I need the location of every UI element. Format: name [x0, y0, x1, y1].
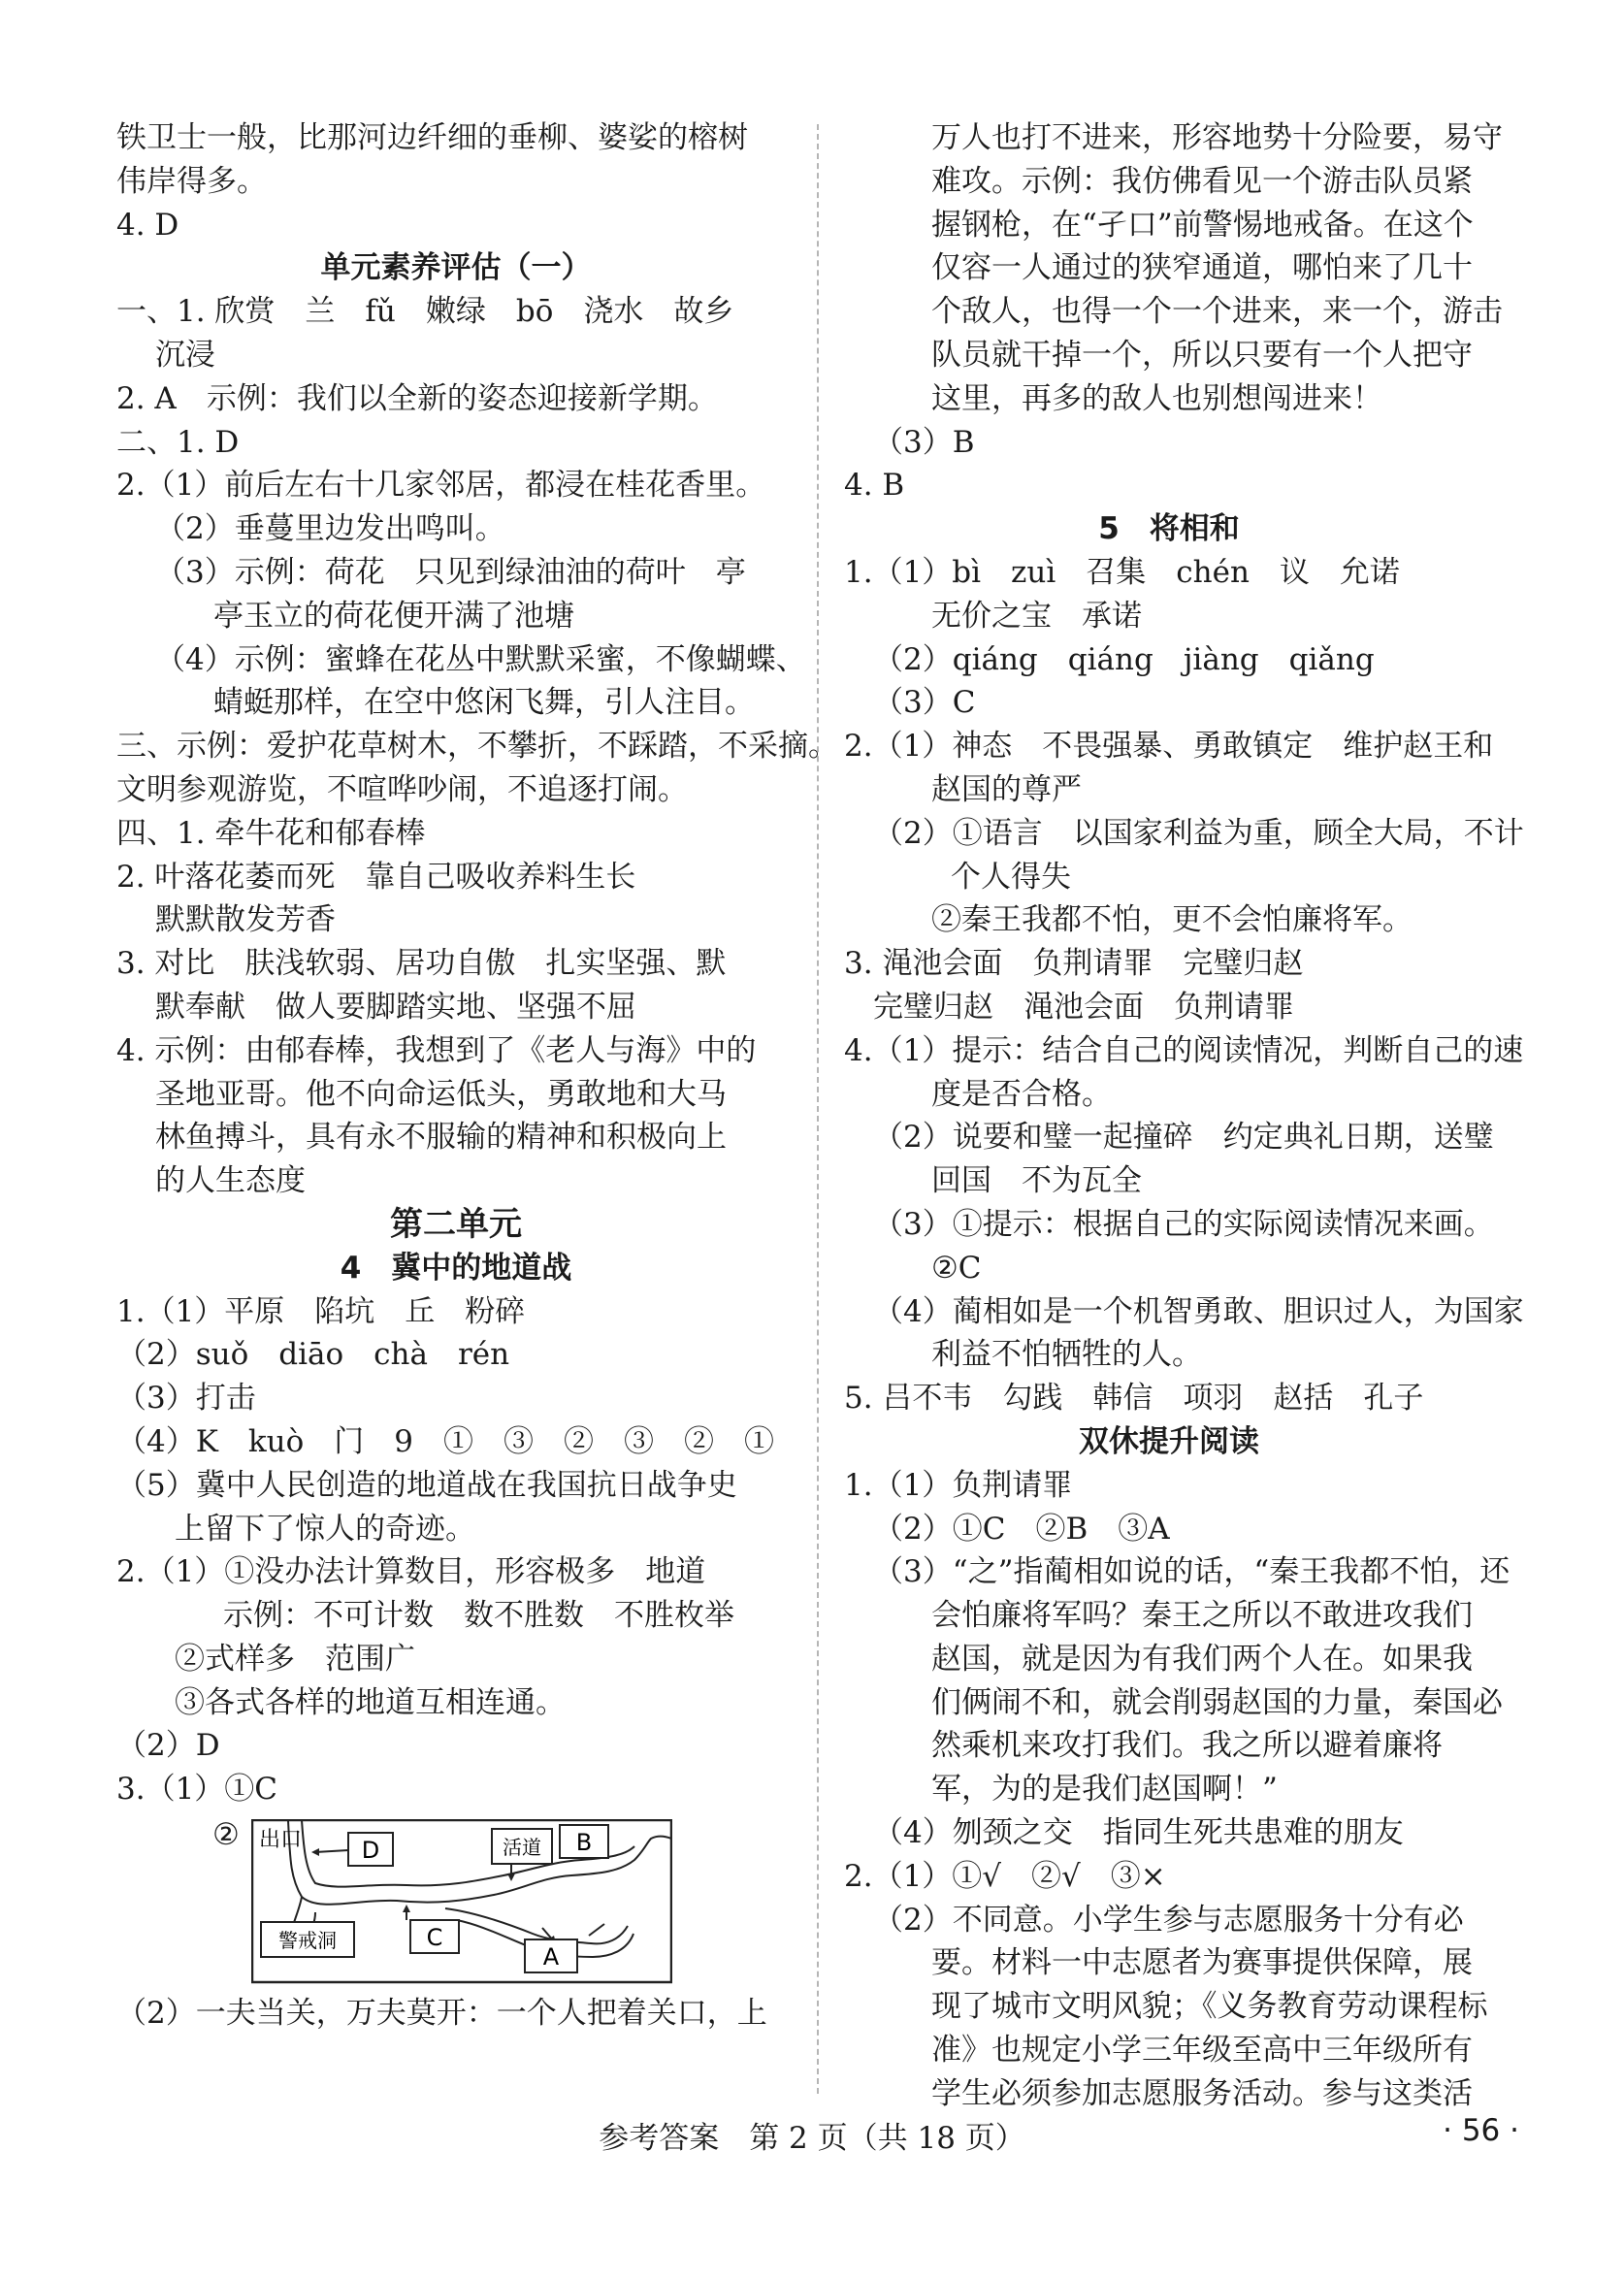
answer-line: 回国 不为瓦全: [931, 1163, 1142, 1199]
answer-line: 文明参观游览，不喧哗吵闹，不追逐打闹。: [116, 771, 688, 807]
answer-line: 准》也规定小学三年级至高中三年级所有: [931, 2033, 1473, 2069]
answer-line: ②C: [931, 1250, 982, 1286]
answer-line: 们俩闹不和，就会削弱赵国的力量，秦国必: [931, 1684, 1503, 1720]
answer-line: （2）D: [116, 1728, 220, 1764]
answer-line: （3）“之”指蔺相如说的话，“秦王我都不怕，还: [873, 1554, 1510, 1590]
answer-line: 2. 叶落花萎而死 靠自己吸收养料生长: [116, 859, 636, 895]
section-title: 第二单元: [390, 1204, 522, 1244]
answer-line: 2. A 示例：我们以全新的姿态迎接新学期。: [116, 380, 718, 416]
answer-line: （4）刎颈之交 指同生死共患难的朋友: [873, 1815, 1404, 1851]
answer-line: 圣地亚哥。他不向命运低头，勇敢地和大马: [155, 1076, 727, 1112]
section-title: 双休提升阅读: [1079, 1423, 1259, 1459]
answer-line: 赵国的尊严: [931, 771, 1082, 807]
answer-line: 一、1. 欣赏 兰 fǔ 嫩绿 bō 浇水 故乡: [116, 294, 734, 330]
answer-line: 无价之宝 承诺: [931, 598, 1142, 634]
answer-line: ③各式各样的地道互相连通。: [175, 1684, 566, 1720]
answer-line: （4）蔺相如是一个机智勇敢、胆识过人，为国家: [873, 1293, 1524, 1329]
column-divider: [817, 124, 819, 2094]
answer-line: （3）B: [873, 424, 975, 460]
answer-line: （2）①语言 以国家利益为重，顾全大局，不计: [873, 815, 1524, 851]
answer-line: 示例：不可计数 数不胜数 不胜枚举: [223, 1598, 734, 1634]
label-exit: 出口: [259, 1828, 303, 1853]
answer-line: 1.（1）负荆请罪: [844, 1467, 1073, 1503]
answer-line: 现了城市文明风貌；《义务教育劳动课程标: [931, 1989, 1488, 2025]
answer-line: 四、1. 牵牛花和郁春棒: [116, 815, 426, 851]
answer-line: 2.（1）神态 不畏强暴、勇敢镇定 维护赵王和: [844, 729, 1494, 765]
answer-line: 蜻蜓那样，在空中悠闲飞舞，引人注目。: [213, 685, 755, 721]
answer-line: 要。材料一中志愿者为赛事提供保障，展: [931, 1945, 1473, 1981]
answer-line: 3. 渑池会面 负荆请罪 完璧归赵: [844, 946, 1304, 982]
answer-line: ②秦王我都不怕，更不会怕廉将军。: [931, 902, 1413, 938]
answer-line: 默默散发芳香: [155, 902, 336, 938]
answer-line: （3）C: [873, 685, 976, 721]
answer-line: （4）示例：蜜蜂在花丛中默默采蜜，不像蝴蝶、: [155, 641, 806, 677]
answer-line: 学生必须参加志愿服务活动。参与这类活: [931, 2075, 1473, 2111]
label-warn: 警戒洞: [278, 1929, 337, 1953]
answer-line: 默奉献 做人要脚踏实地、坚强不屈: [155, 989, 636, 1025]
answer-line: 3.（1）①C: [116, 1772, 278, 1808]
answer-line: 伟岸得多。: [116, 163, 267, 199]
answer-line: 1.（1）平原 陷坑 丘 粉碎: [116, 1293, 526, 1329]
left-column: [116, 116, 838, 2036]
answer-line: （3）示例：荷花 只见到绿油油的荷叶 亭: [155, 554, 746, 590]
right-column: [844, 116, 1524, 2116]
answer-line: （3）①提示：根据自己的实际阅读情况来画。: [873, 1206, 1494, 1242]
footer-page-info: 参考答案 第 2 页（共 18 页）: [599, 2121, 1025, 2156]
answer-line: （5）冀中人民创造的地道战在我国抗日战争史: [116, 1467, 737, 1503]
answer-line: （2）一夫当关，万夫莫开：一个人把着关口，上: [116, 1996, 767, 2032]
answer-line: 4. D: [116, 207, 179, 243]
section-title: 5 将相和: [1098, 511, 1240, 547]
answer-line: 2.（1）前后左右十几家邻居，都浸在桂花香里。: [116, 468, 766, 504]
answer-line: 2.（1）①√ ②√ ③×: [844, 1858, 1166, 1894]
answer-line: 5. 吕不韦 勾践 韩信 项羽 赵括 孔子: [844, 1381, 1424, 1417]
label-live: 活道: [503, 1836, 541, 1860]
answer-line: 万人也打不进来，形容地势十分险要，易守: [931, 120, 1503, 155]
answer-line: 林鱼搏斗，具有永不服输的精神和积极向上: [155, 1120, 727, 1156]
answer-line: 队员就干掉一个，所以只要有一个人把守: [931, 337, 1473, 373]
answer-line: 4.（1）提示：结合自己的阅读情况，判断自己的速: [844, 1032, 1524, 1068]
answer-line: 个人得失: [951, 859, 1071, 895]
answer-line: 军，为的是我们赵国啊！”: [931, 1772, 1278, 1808]
answer-line: （2）①C ②B ③A: [873, 1511, 1170, 1547]
answer-line: 赵国，就是因为有我们两个人在。如果我: [931, 1641, 1473, 1677]
answer-line: 会怕廉将军吗？秦王之所以不敢进攻我们: [931, 1598, 1473, 1634]
label-a: A: [542, 1943, 560, 1971]
label-d: D: [361, 1837, 380, 1865]
answer-line: 上留下了惊人的奇迹。: [175, 1511, 475, 1547]
answer-line: 铁卫士一般，比那河边纤细的垂柳、婆娑的榕树: [116, 120, 748, 155]
answer-line: 亭玉立的荷花便开满了池塘: [213, 598, 574, 634]
answer-line: 难攻。示例：我仿佛看见一个游击队员紧: [931, 163, 1473, 199]
answer-line: （2）不同意。小学生参与志愿服务十分有必: [873, 1902, 1464, 1938]
answer-line: 仅容一人通过的狭窄通道，哪怕来了几十: [931, 250, 1473, 286]
answer-line: 这里，再多的敌人也别想闯进来！: [931, 380, 1382, 416]
tunnel-diagram: [116, 1813, 796, 1984]
page-footer: [0, 2113, 1624, 2156]
answer-line: （2）suǒ diāo chà rén: [116, 1337, 510, 1373]
label-b: B: [575, 1829, 593, 1857]
answer-line: 4. 示例：由郁春棒，我想到了《老人与海》中的: [116, 1032, 757, 1068]
answer-line: （2）垂蔓里边发出鸣叫。: [155, 511, 505, 547]
answer-line: 1.（1）bì zuì 召集 chén 议 允诺: [844, 554, 1400, 590]
tunnel-map: [251, 1819, 672, 1984]
answer-line: （4）K kuò 门 9 ① ③ ② ③ ② ①: [116, 1423, 775, 1459]
answer-line: ②式样多 范围广: [175, 1641, 415, 1677]
section-title: 单元素养评估（一）: [320, 250, 592, 286]
answer-line: 三、示例：爱护花草树木，不攀折，不踩踏，不采摘。: [116, 729, 838, 765]
answer-line: 完璧归赵 渑池会面 负荆请罪: [873, 989, 1294, 1025]
answer-line: 4. B: [844, 468, 905, 504]
answer-line: （2）qiáng qiáng jiàng qiǎng: [873, 641, 1375, 677]
answer-line: （3）打击: [116, 1381, 256, 1417]
answer-line: （2）说要和璧一起撞碎 约定典礼日期，送璧: [873, 1120, 1494, 1156]
section-title: 4 冀中的地道战: [340, 1250, 572, 1286]
answer-line: 度是否合格。: [931, 1076, 1112, 1112]
answer-line: 沉浸: [155, 337, 215, 373]
diagram-mark: ②: [212, 1817, 240, 1853]
answer-line: 握钢枪，在“孑口”前警惕地戒备。在这个: [931, 207, 1474, 243]
page-number: · 56 ·: [1443, 2113, 1519, 2148]
answer-line: 利益不怕牺牲的人。: [931, 1337, 1202, 1373]
answer-line: 2.（1）①没办法计算数目，形容极多 地道: [116, 1554, 706, 1590]
answer-line: 二、1. D: [116, 424, 240, 460]
answer-line: 的人生态度: [155, 1163, 306, 1199]
answer-line: 然乘机来攻打我们。我之所以避着廉将: [931, 1728, 1443, 1764]
answer-line: 个敌人，也得一个一个进来，来一个，游击: [931, 294, 1503, 330]
answer-line: 3. 对比 肤浅软弱、居功自傲 扎实坚强、默: [116, 946, 727, 982]
label-c: C: [426, 1924, 443, 1952]
